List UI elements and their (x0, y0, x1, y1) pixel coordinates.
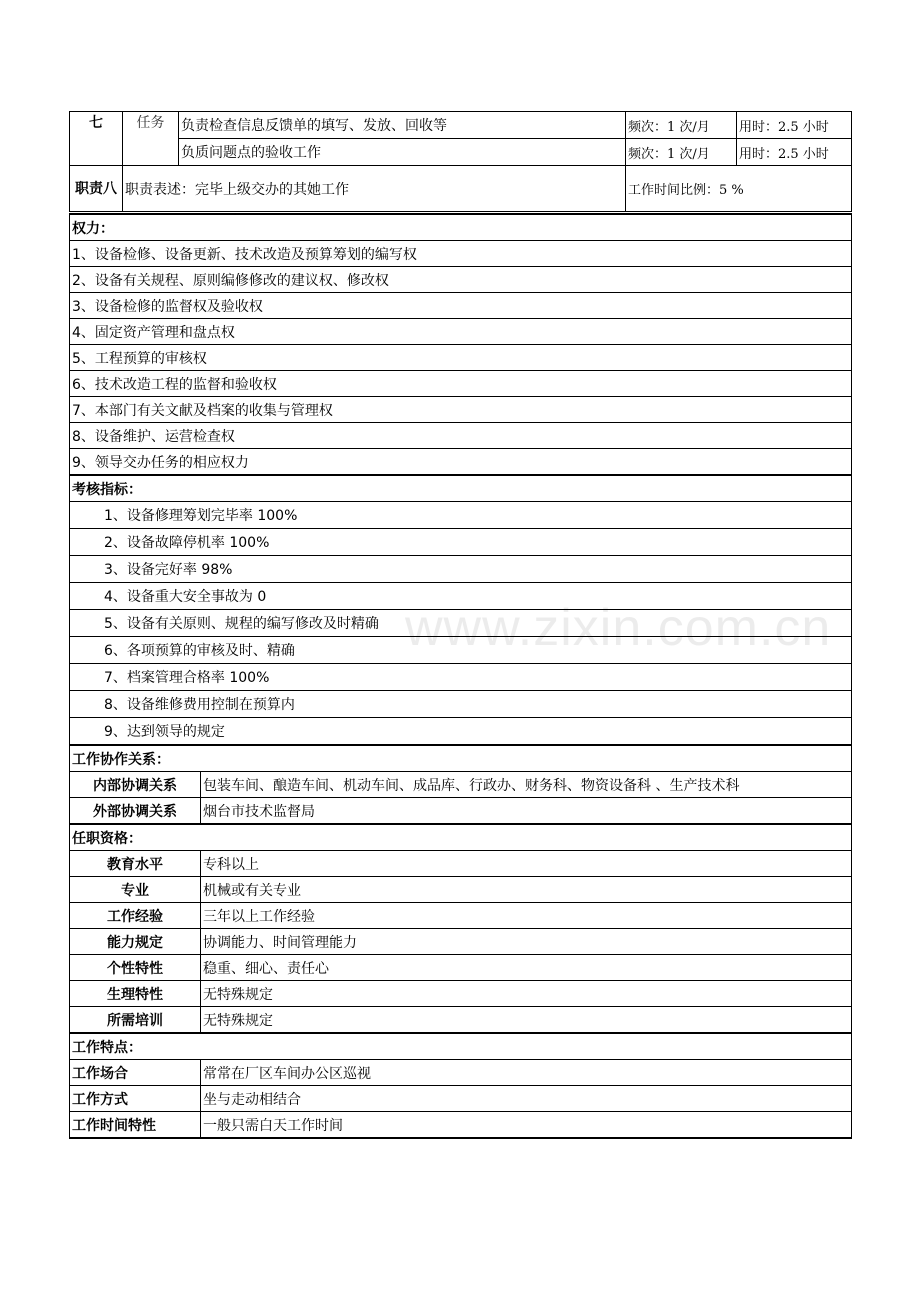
qualification-value: 协调能力、时间管理能力 (201, 929, 852, 955)
list-item (70, 397, 852, 423)
task-text: 负质问题点的验收工作 (179, 139, 626, 166)
qualification-value: 无特殊规定 (201, 1007, 852, 1034)
task-duration: 用时：2.5 小时 (737, 112, 852, 139)
kpi-item: 8、设备维修费用控制在预算内 (70, 691, 852, 718)
list-item (70, 637, 852, 664)
list-item (70, 319, 852, 345)
qualification-label: 专业 (70, 877, 201, 903)
cooperation-label: 内部协调关系 (70, 772, 201, 798)
rights-item: 3、设备检修的监督权及验收权 (70, 293, 852, 319)
rights-item: 6、技术改造工程的监督和验收权 (70, 371, 852, 397)
duty-eight-description: 职责表述：完毕上级交办的其她工作 (123, 166, 626, 212)
features-value: 一般只需白天工作时间 (201, 1112, 852, 1139)
watermark: www.zixin.com.cn (405, 599, 832, 657)
rights-item: 2、设备有关规程、原则编修修改的建议权、修改权 (70, 267, 852, 293)
kpi-item: 2、设备故障停机率 100% (70, 529, 852, 556)
table-row (70, 798, 852, 825)
table-row (70, 981, 852, 1007)
list-item (70, 293, 852, 319)
qualification-header (70, 824, 852, 851)
job-spec-table (69, 213, 852, 1139)
qualification-title: 任职资格： (70, 824, 852, 851)
duty-eight-row (70, 166, 852, 212)
duty-seven-number: 七 (70, 112, 123, 166)
table-row (70, 903, 852, 929)
cooperation-title: 工作协作关系： (70, 745, 852, 772)
rights-title: 权力： (70, 214, 852, 241)
qualification-label: 工作经验 (70, 903, 201, 929)
duty-seven-label: 任务 (123, 112, 179, 166)
task-frequency: 频次：1 次/月 (626, 139, 737, 166)
table-row (70, 772, 852, 798)
kpi-item: 1、设备修理筹划完毕率 100% (70, 502, 852, 529)
list-item (70, 691, 852, 718)
list-item (70, 556, 852, 583)
table-row (70, 929, 852, 955)
qualification-value: 无特殊规定 (201, 981, 852, 1007)
duty-seven-row-1 (70, 112, 852, 139)
kpi-item: 6、各项预算的审核及时、精确 (70, 637, 852, 664)
qualification-value: 稳重、细心、责任心 (201, 955, 852, 981)
duty-eight-ratio: 工作时间比例：5 % (626, 166, 852, 212)
rights-item: 5、工程预算的审核权 (70, 345, 852, 371)
task-text: 负责检查信息反馈单的填写、发放、回收等 (179, 112, 626, 139)
list-item (70, 529, 852, 556)
features-title: 工作特点： (70, 1033, 852, 1060)
list-item (70, 267, 852, 293)
cooperation-value: 包装车间、酿造车间、机动车间、成品库、行政办、财务科、物资设备科 、生产技术科 (201, 772, 852, 798)
list-item (70, 423, 852, 449)
features-label: 工作方式 (70, 1086, 201, 1112)
qualification-value: 三年以上工作经验 (201, 903, 852, 929)
qualification-label: 教育水平 (70, 851, 201, 877)
list-item (70, 371, 852, 397)
qualification-value: 专科以上 (201, 851, 852, 877)
features-value: 坐与走动相结合 (201, 1086, 852, 1112)
rights-item: 7、本部门有关文献及档案的收集与管理权 (70, 397, 852, 423)
list-item (70, 241, 852, 267)
duty-seven-row-2 (70, 139, 852, 166)
table-row (70, 1060, 852, 1086)
list-item (70, 610, 852, 637)
table-row (70, 1007, 852, 1034)
list-item (70, 664, 852, 691)
rights-item: 8、设备维护、运营检查权 (70, 423, 852, 449)
table-row (70, 1086, 852, 1112)
features-label: 工作时间特性 (70, 1112, 201, 1139)
list-item (70, 718, 852, 746)
features-label: 工作场合 (70, 1060, 201, 1086)
table-row (70, 955, 852, 981)
kpi-item: 3、设备完好率 98% (70, 556, 852, 583)
table-row (70, 1112, 852, 1139)
list-item (70, 502, 852, 529)
rights-header (70, 214, 852, 241)
kpi-item: 4、设备重大安全事故为 0 (70, 583, 852, 610)
table-row (70, 851, 852, 877)
features-value: 常常在厂区车间办公区巡视 (201, 1060, 852, 1086)
rights-item: 4、固定资产管理和盘点权 (70, 319, 852, 345)
rights-item: 1、设备检修、设备更新、技术改造及预算筹划的编写权 (70, 241, 852, 267)
cooperation-label: 外部协调关系 (70, 798, 201, 825)
kpi-item: 9、达到领导的规定 (70, 718, 852, 746)
kpi-item: 5、设备有关原则、规程的编写修改及时精确 (70, 610, 852, 637)
task-frequency: 频次：1 次/月 (626, 112, 737, 139)
features-header (70, 1033, 852, 1060)
qualification-label: 个性特性 (70, 955, 201, 981)
list-item (70, 345, 852, 371)
list-item (70, 583, 852, 610)
qualification-label: 生理特性 (70, 981, 201, 1007)
rights-item: 9、领导交办任务的相应权力 (70, 449, 852, 476)
cooperation-header (70, 745, 852, 772)
list-item (70, 449, 852, 476)
duty-table (69, 111, 852, 212)
kpi-header (70, 475, 852, 502)
table-row (70, 877, 852, 903)
qualification-label: 能力规定 (70, 929, 201, 955)
task-duration: 用时：2.5 小时 (737, 139, 852, 166)
kpi-title: 考核指标： (70, 475, 852, 502)
kpi-item: 7、档案管理合格率 100% (70, 664, 852, 691)
qualification-label: 所需培训 (70, 1007, 201, 1034)
qualification-value: 机械或有关专业 (201, 877, 852, 903)
duty-eight-label: 职责八 (70, 166, 123, 212)
cooperation-value: 烟台市技术监督局 (201, 798, 852, 825)
